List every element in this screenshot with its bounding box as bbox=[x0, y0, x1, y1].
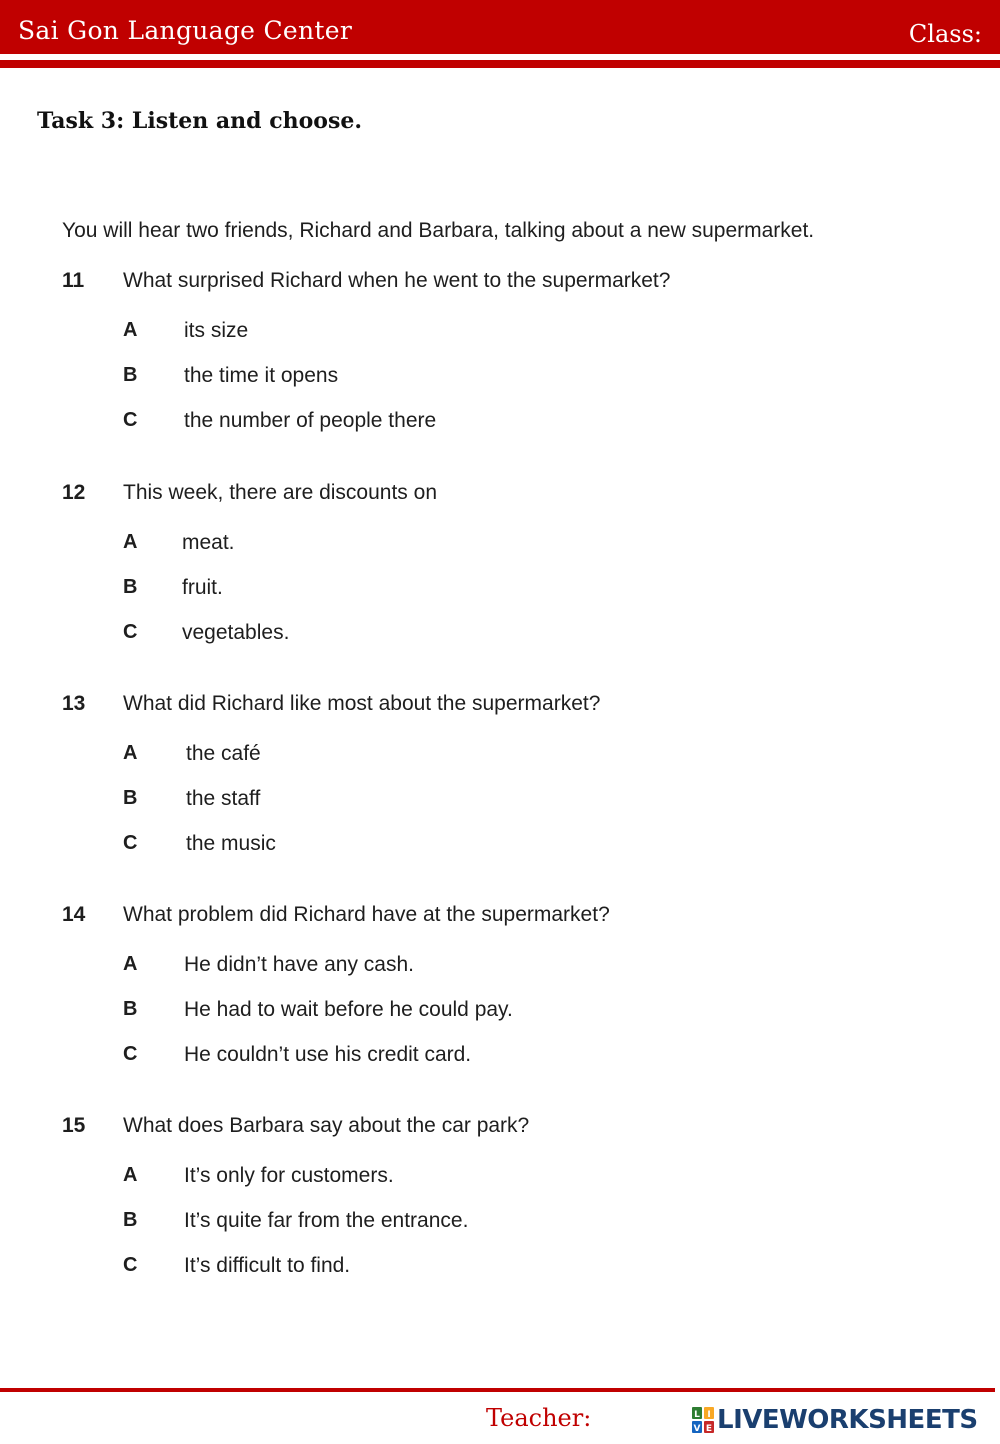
question-number: 11 bbox=[62, 269, 85, 292]
option-a-text[interactable]: meat. bbox=[182, 531, 235, 554]
option-a-letter[interactable]: A bbox=[123, 1164, 138, 1186]
footer-divider bbox=[0, 1388, 995, 1392]
option-b-letter[interactable]: B bbox=[123, 787, 138, 809]
option-a-text[interactable]: the café bbox=[186, 742, 261, 765]
option-b-letter[interactable]: B bbox=[123, 364, 138, 386]
svg-text:E: E bbox=[705, 1424, 713, 1433]
option-c-letter[interactable]: C bbox=[123, 1254, 138, 1276]
option-c-letter[interactable]: C bbox=[123, 621, 138, 643]
option-a-letter[interactable]: A bbox=[123, 742, 138, 764]
option-a-text[interactable]: its size bbox=[184, 319, 249, 342]
option-b-text[interactable]: He had to wait before he could pay. bbox=[184, 998, 513, 1021]
option-c-letter[interactable]: C bbox=[123, 832, 138, 854]
option-b-text[interactable]: It’s quite far from the entrance. bbox=[184, 1209, 469, 1232]
option-b-letter[interactable]: B bbox=[123, 576, 138, 598]
intro-text: You will hear two friends, Richard and Barbara, talking about a new supermarket. bbox=[62, 219, 815, 242]
class-label: Class: bbox=[908, 20, 982, 48]
question-text: What surprised Richard when he went to the supermarket? bbox=[123, 269, 671, 292]
question-number: 13 bbox=[62, 692, 86, 715]
option-c-letter[interactable]: C bbox=[123, 409, 138, 431]
question-text: What problem did Richard have at the supermarket? bbox=[123, 903, 610, 926]
option-a-text[interactable]: It’s only for customers. bbox=[184, 1164, 394, 1187]
option-a-text[interactable]: He didn’t have any cash. bbox=[184, 953, 414, 976]
liveworksheets-icon bbox=[692, 1407, 714, 1433]
question-number: 15 bbox=[62, 1114, 86, 1137]
question-text: What does Barbara say about the car park? bbox=[123, 1114, 530, 1137]
svg-text:V: V bbox=[693, 1424, 701, 1433]
header-bar bbox=[0, 0, 1000, 54]
option-a-letter[interactable]: A bbox=[123, 531, 138, 553]
teacher-label: Teacher: bbox=[486, 1404, 592, 1432]
question-number: 12 bbox=[62, 481, 86, 504]
question-text: What did Richard like most about the supermarket? bbox=[123, 692, 601, 715]
option-b-text[interactable]: the staff bbox=[186, 787, 261, 810]
liveworksheets-logo[interactable] bbox=[692, 1405, 978, 1435]
question-text: This week, there are discounts on bbox=[123, 481, 437, 504]
header-divider bbox=[0, 60, 1000, 68]
option-c-text[interactable]: the number of people there bbox=[184, 409, 437, 432]
question-number: 14 bbox=[62, 903, 86, 926]
option-b-letter[interactable]: B bbox=[123, 998, 138, 1020]
option-a-letter[interactable]: A bbox=[123, 953, 138, 975]
liveworksheets-wordmark: LIVEWORKSHEETS bbox=[717, 1405, 978, 1435]
svg-text:L: L bbox=[694, 1410, 700, 1420]
option-b-text[interactable]: the time it opens bbox=[184, 364, 339, 387]
task-title: Task 3: Listen and choose. bbox=[37, 108, 362, 134]
option-c-text[interactable]: It’s difficult to find. bbox=[184, 1254, 351, 1277]
option-c-text[interactable]: He couldn’t use his credit card. bbox=[184, 1043, 472, 1066]
header-title: Sai Gon Language Center bbox=[18, 16, 353, 45]
option-c-text[interactable]: the music bbox=[186, 832, 276, 855]
svg-text:I: I bbox=[707, 1410, 711, 1420]
option-b-letter[interactable]: B bbox=[123, 1209, 138, 1231]
option-c-letter[interactable]: C bbox=[123, 1043, 138, 1065]
option-c-text[interactable]: vegetables. bbox=[182, 621, 290, 644]
option-a-letter[interactable]: A bbox=[123, 319, 138, 341]
option-b-text[interactable]: fruit. bbox=[182, 576, 223, 599]
